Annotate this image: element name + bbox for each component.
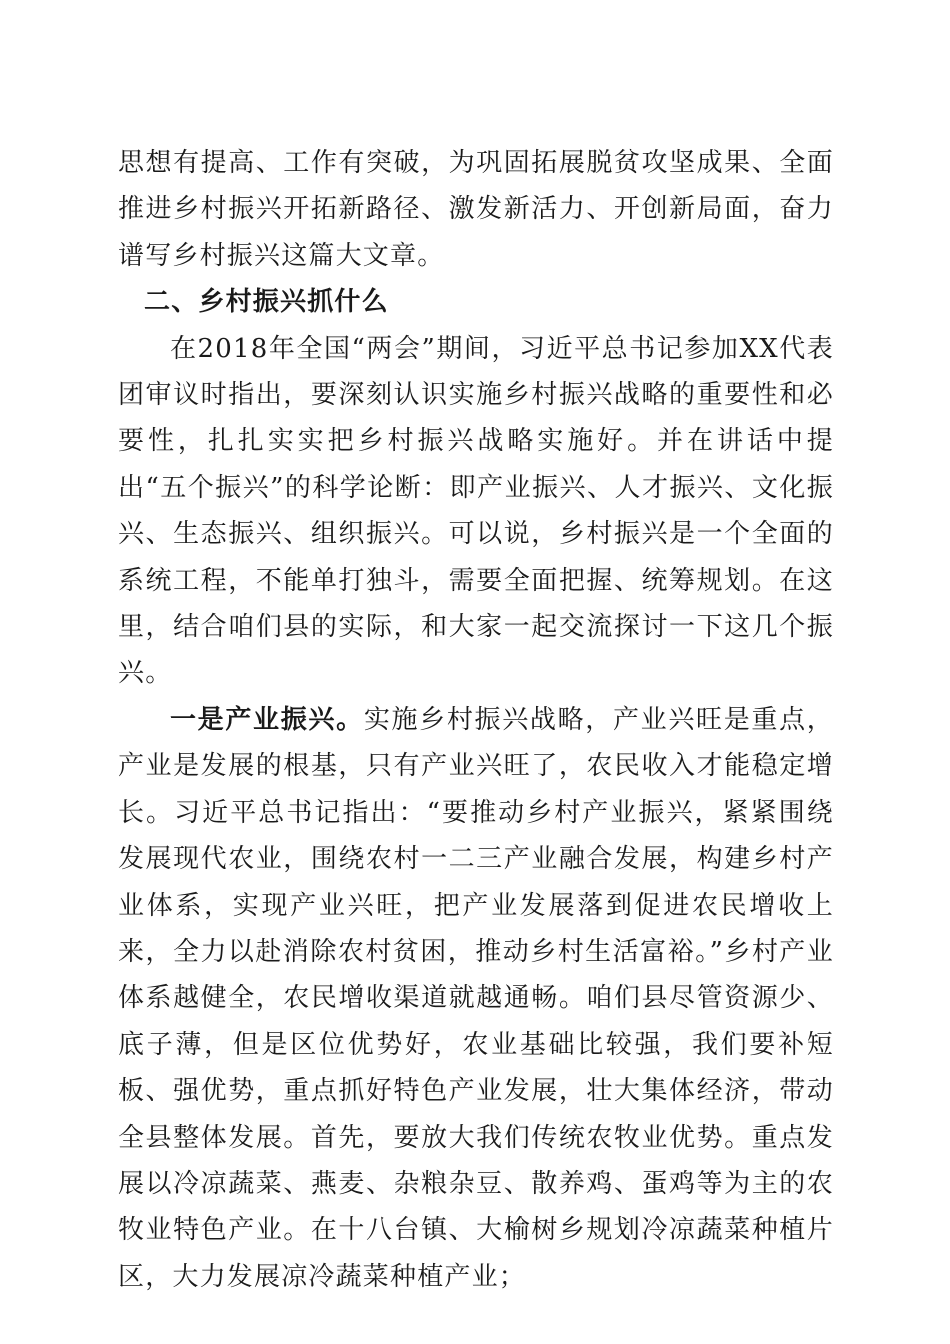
paragraph-industry-revitalization [118, 697, 834, 1300]
paragraph-lead-text: 一是产业振兴。 [170, 704, 364, 735]
paragraph-body-text: 实施乡村振兴战略，产业兴旺是重点，产业是发展的根基，只有产业兴旺了，农民收入才能稳定增长。习近平总书记指出：“要推动乡村产业振兴，紧紧围绕发展现代农业，围绕农村一二三产业融合发展，构建乡村产业体系，实现产业兴旺，把产业发展落到促进农民增收上来，全力以赴消除农村贫困，推动乡村生活富裕。”乡村产业体系越健全，农民增收渠道就越通畅。咱们县尽管资源少、底子薄，但是区位优势好，农业基础比较强，我们要补短板、强优势，重点抓好特色产业发展，壮大集体经济，带动全县整体发展。首先，要放大我们传统农牧业优势。重点发展以冷凉蔬菜、燕麦、杂粮杂豆、散养鸡、蛋鸡等为主的农牧业特色产业。在十八台镇、大榆树乡规划冷凉蔬菜种植片区，大力发展凉冷蔬菜种植产业； [118, 704, 834, 1292]
section-heading: 二、乡村振兴抓什么 [144, 287, 389, 318]
document-body [118, 140, 834, 1300]
paragraph-continued: 思想有提高、工作有突破，为巩固拓展脱贫攻坚成果、全面推进乡村振兴开拓新路径、激发新活力、开创新局面，奋力谱写乡村振兴这篇大文章。 [118, 148, 834, 271]
paragraph-two-sessions: 在2018年全国“两会”期间，习近平总书记参加XX代表团审议时指出，要深刻认识实施乡村振兴战略的重要性和必要性，扎扎实实把乡村振兴战略实施好。并在讲话中提出“五个振兴”的科学论断：即产业振兴、人才振兴、文化振兴、生态振兴、组织振兴。可以说，乡村振兴是一个全面的系统工程，不能单打独斗，需要全面把握、统筹规划。在这里，结合咱们县的实际，和大家一起交流探讨一下这几个振兴。 [118, 333, 834, 689]
